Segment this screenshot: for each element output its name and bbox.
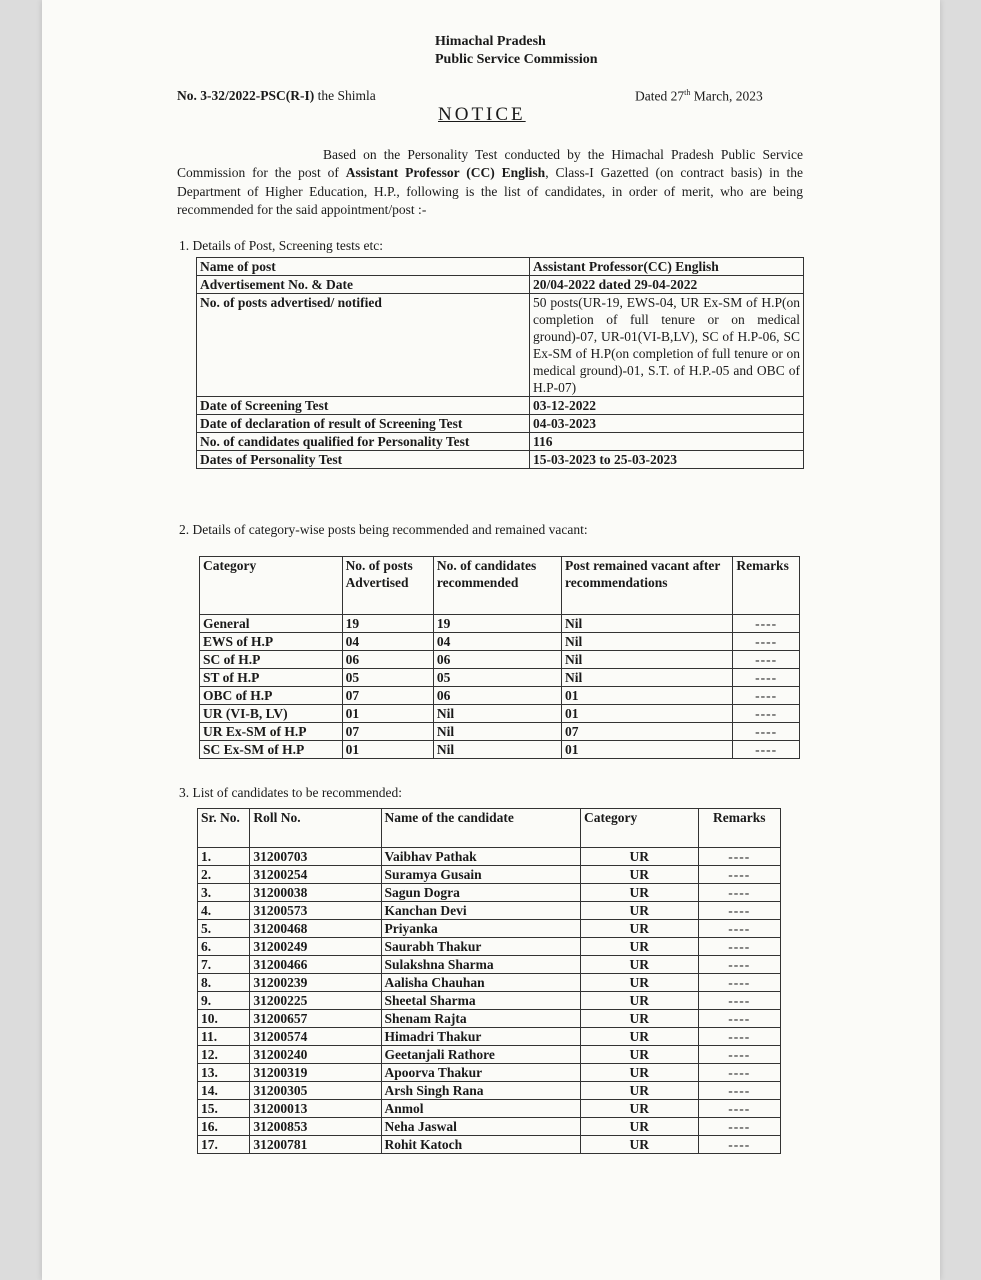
candidate-name: Kanchan Devi [381, 902, 581, 920]
roll-number: 31200239 [250, 974, 381, 992]
candidate-category: UR [581, 992, 699, 1010]
category-name: UR Ex-SM of H.P [200, 723, 343, 741]
candidate-name: Priyanka [381, 920, 581, 938]
candidate-category: UR [581, 938, 699, 956]
post-detail-row [197, 294, 804, 397]
header-remarks: Remarks [698, 809, 780, 848]
header-sr-no: Sr. No. [198, 809, 250, 848]
posts-vacant: 07 [562, 723, 733, 741]
roll-number: 31200254 [250, 866, 381, 884]
detail-label: Name of post [197, 258, 530, 276]
header-category: Category [581, 809, 699, 848]
post-details-table [196, 257, 804, 469]
candidate-row [198, 956, 781, 974]
remarks: ---- [698, 1046, 780, 1064]
candidate-row [198, 938, 781, 956]
serial-number: 7. [198, 956, 250, 974]
candidate-name: Suramya Gusain [381, 866, 581, 884]
remarks: ---- [698, 1136, 780, 1154]
candidate-category: UR [581, 866, 699, 884]
serial-number: 4. [198, 902, 250, 920]
posts-vacant: Nil [562, 669, 733, 687]
serial-number: 3. [198, 884, 250, 902]
category-name: General [200, 615, 343, 633]
candidates-recommended: 06 [433, 687, 561, 705]
roll-number: 31200853 [250, 1118, 381, 1136]
candidate-category: UR [581, 848, 699, 866]
roll-number: 31200573 [250, 902, 381, 920]
candidate-row [198, 920, 781, 938]
candidate-name: Aalisha Chauhan [381, 974, 581, 992]
candidate-category: UR [581, 1136, 699, 1154]
remarks: ---- [733, 705, 800, 723]
candidate-row [198, 884, 781, 902]
remarks: ---- [733, 669, 800, 687]
roll-number: 31200781 [250, 1136, 381, 1154]
detail-value: 50 posts(UR-19, EWS-04, UR Ex-SM of H.P(on completion of full tenure or on medical ground)-07, UR-01(VI-B,LV), SC of H.P-06, SC Ex-SM of H.P(on completion of full tenure or on medical ground)-01, S.T. of H.P.-05 and OBC of H.P-07) [530, 294, 804, 397]
serial-number: 9. [198, 992, 250, 1010]
candidate-name: Apoorva Thakur [381, 1064, 581, 1082]
candidate-row [198, 1064, 781, 1082]
category-row [200, 687, 800, 705]
post-detail-row [197, 276, 804, 294]
date-suffix: March, 2023 [690, 88, 763, 104]
category-row [200, 651, 800, 669]
detail-label: No. of posts advertised/ notified [197, 294, 530, 397]
reference-code: No. 3-32/2022-PSC(R-I) [177, 88, 315, 103]
category-wise-table [199, 556, 800, 759]
header-posts-advertised: No. of posts Advertised [342, 557, 433, 615]
detail-label: Dates of Personality Test [197, 451, 530, 469]
notice-title: NOTICE [438, 104, 526, 125]
candidates-recommended: 05 [433, 669, 561, 687]
serial-number: 12. [198, 1046, 250, 1064]
posts-advertised: 05 [342, 669, 433, 687]
roll-number: 31200038 [250, 884, 381, 902]
posts-advertised: 07 [342, 723, 433, 741]
category-row [200, 723, 800, 741]
candidate-category: UR [581, 1118, 699, 1136]
posts-advertised: 06 [342, 651, 433, 669]
remarks: ---- [733, 615, 800, 633]
remarks: ---- [733, 633, 800, 651]
roll-number: 31200703 [250, 848, 381, 866]
category-name: SC of H.P [200, 651, 343, 669]
section2-heading: 2. Details of category-wise posts being recommended and remained vacant: [179, 522, 588, 537]
remarks: ---- [733, 687, 800, 705]
candidate-name: Saurabh Thakur [381, 938, 581, 956]
intro-text-2: , Class-I Gazetted (on contract basis) in the Department of Higher Education, H.P., following is the list of candidates, in order of merit, who are being recommended for the said appointment/post :- [177, 165, 804, 217]
posts-vacant: 01 [562, 741, 733, 759]
header-category: Category [200, 557, 343, 615]
header-post-vacant: Post remained vacant after recommendations [562, 557, 733, 615]
detail-value: 116 [530, 433, 804, 451]
roll-number: 31200319 [250, 1064, 381, 1082]
remarks: ---- [698, 1100, 780, 1118]
serial-number: 15. [198, 1100, 250, 1118]
candidate-row [198, 1010, 781, 1028]
intro-text-1: Based on the Personality Test conducted by the Himachal Pradesh Public Service Commission for the post of [177, 147, 803, 181]
candidate-name: Himadri Thakur [381, 1028, 581, 1046]
remarks: ---- [698, 992, 780, 1010]
candidate-row [198, 1136, 781, 1154]
roll-number: 31200466 [250, 956, 381, 974]
candidates-recommended: Nil [433, 723, 561, 741]
header-remarks: Remarks [733, 557, 800, 615]
serial-number: 17. [198, 1136, 250, 1154]
candidates-recommended: 04 [433, 633, 561, 651]
posts-advertised: 01 [342, 741, 433, 759]
detail-label: Advertisement No. & Date [197, 276, 530, 294]
section1-heading: 1. Details of Post, Screening tests etc: [179, 238, 383, 253]
posts-advertised: 04 [342, 633, 433, 651]
detail-label: Date of declaration of result of Screening Test [197, 415, 530, 433]
roll-number: 31200305 [250, 1082, 381, 1100]
roll-number: 31200574 [250, 1028, 381, 1046]
post-detail-row [197, 433, 804, 451]
remarks: ---- [698, 884, 780, 902]
candidate-row [198, 1028, 781, 1046]
section3-heading: 3. List of candidates to be recommended: [179, 785, 403, 800]
candidate-category: UR [581, 974, 699, 992]
candidate-category: UR [581, 1100, 699, 1118]
remarks: ---- [698, 938, 780, 956]
posts-vacant: 01 [562, 687, 733, 705]
remarks: ---- [698, 1064, 780, 1082]
roll-number: 31200013 [250, 1100, 381, 1118]
category-row [200, 705, 800, 723]
issue-date [635, 88, 763, 105]
candidate-category: UR [581, 920, 699, 938]
header-roll-no: Roll No. [250, 809, 381, 848]
candidate-name: Rohit Katoch [381, 1136, 581, 1154]
date-superscript: th [684, 88, 691, 97]
detail-label: Date of Screening Test [197, 397, 530, 415]
reference-place: the Shimla [317, 88, 376, 103]
roll-number: 31200225 [250, 992, 381, 1010]
posts-advertised: 19 [342, 615, 433, 633]
category-name: EWS of H.P [200, 633, 343, 651]
roll-number: 31200468 [250, 920, 381, 938]
serial-number: 6. [198, 938, 250, 956]
remarks: ---- [698, 1118, 780, 1136]
candidate-row [198, 1082, 781, 1100]
candidate-row [198, 1100, 781, 1118]
detail-value: Assistant Professor(CC) English [530, 258, 804, 276]
post-detail-row [197, 415, 804, 433]
remarks: ---- [698, 920, 780, 938]
detail-label: No. of candidates qualified for Personality Test [197, 433, 530, 451]
date-prefix: Dated 27 [635, 88, 685, 104]
reference-number [177, 88, 376, 104]
posts-vacant: Nil [562, 633, 733, 651]
serial-number: 2. [198, 866, 250, 884]
candidate-row [198, 848, 781, 866]
candidate-row [198, 974, 781, 992]
candidate-category: UR [581, 956, 699, 974]
header-candidates-recommended: No. of candidates recommended [433, 557, 561, 615]
remarks: ---- [698, 956, 780, 974]
remarks: ---- [698, 974, 780, 992]
candidate-category: UR [581, 1010, 699, 1028]
category-row [200, 669, 800, 687]
candidate-category: UR [581, 1082, 699, 1100]
category-name: SC Ex-SM of H.P [200, 741, 343, 759]
intro-post-name: Assistant Professor (CC) English [345, 165, 546, 181]
candidates-recommended: 06 [433, 651, 561, 669]
posts-vacant: Nil [562, 651, 733, 669]
posts-vacant: Nil [562, 615, 733, 633]
candidate-name: Arsh Singh Rana [381, 1082, 581, 1100]
detail-value: 04-03-2023 [530, 415, 804, 433]
candidates-table [197, 808, 781, 1154]
roll-number: 31200240 [250, 1046, 381, 1064]
posts-advertised: 01 [342, 705, 433, 723]
candidate-name: Sagun Dogra [381, 884, 581, 902]
candidate-row [198, 1118, 781, 1136]
serial-number: 1. [198, 848, 250, 866]
category-name: ST of H.P [200, 669, 343, 687]
candidate-category: UR [581, 884, 699, 902]
candidate-name: Anmol [381, 1100, 581, 1118]
serial-number: 16. [198, 1118, 250, 1136]
posts-vacant: 01 [562, 705, 733, 723]
candidate-row [198, 866, 781, 884]
remarks: ---- [698, 866, 780, 884]
candidate-category: UR [581, 1028, 699, 1046]
candidate-name: Vaibhav Pathak [381, 848, 581, 866]
category-row [200, 633, 800, 651]
candidate-name: Sulakshna Sharma [381, 956, 581, 974]
candidates-recommended: 19 [433, 615, 561, 633]
candidates-recommended: Nil [433, 741, 561, 759]
remarks: ---- [698, 1028, 780, 1046]
detail-value: 15-03-2023 to 25-03-2023 [530, 451, 804, 469]
intro-paragraph [177, 146, 803, 219]
candidate-name: Sheetal Sharma [381, 992, 581, 1010]
candidate-name: Geetanjali Rathore [381, 1046, 581, 1064]
remarks: ---- [733, 723, 800, 741]
post-detail-row [197, 397, 804, 415]
category-row [200, 741, 800, 759]
roll-number: 31200657 [250, 1010, 381, 1028]
org-name-line1: Himachal Pradesh [435, 34, 546, 49]
candidate-name: Shenam Rajta [381, 1010, 581, 1028]
candidate-row [198, 992, 781, 1010]
candidate-name: Neha Jaswal [381, 1118, 581, 1136]
header-candidate-name: Name of the candidate [381, 809, 581, 848]
serial-number: 13. [198, 1064, 250, 1082]
serial-number: 10. [198, 1010, 250, 1028]
post-detail-row [197, 258, 804, 276]
letterhead [435, 33, 598, 69]
candidate-row [198, 1046, 781, 1064]
remarks: ---- [698, 902, 780, 920]
serial-number: 14. [198, 1082, 250, 1100]
detail-value: 20/04-2022 dated 29-04-2022 [530, 276, 804, 294]
detail-value: 03-12-2022 [530, 397, 804, 415]
remarks: ---- [733, 651, 800, 669]
roll-number: 31200249 [250, 938, 381, 956]
serial-number: 11. [198, 1028, 250, 1046]
category-row [200, 615, 800, 633]
category-name: UR (VI-B, LV) [200, 705, 343, 723]
serial-number: 8. [198, 974, 250, 992]
posts-advertised: 07 [342, 687, 433, 705]
category-name: OBC of H.P [200, 687, 343, 705]
serial-number: 5. [198, 920, 250, 938]
post-detail-row [197, 451, 804, 469]
remarks: ---- [698, 1010, 780, 1028]
candidate-category: UR [581, 902, 699, 920]
document-page [42, 0, 940, 1280]
candidate-category: UR [581, 1046, 699, 1064]
remarks: ---- [698, 848, 780, 866]
candidates-recommended: Nil [433, 705, 561, 723]
candidate-row [198, 902, 781, 920]
org-name-line2: Public Service Commission [435, 52, 598, 67]
remarks: ---- [698, 1082, 780, 1100]
candidate-category: UR [581, 1064, 699, 1082]
remarks: ---- [733, 741, 800, 759]
